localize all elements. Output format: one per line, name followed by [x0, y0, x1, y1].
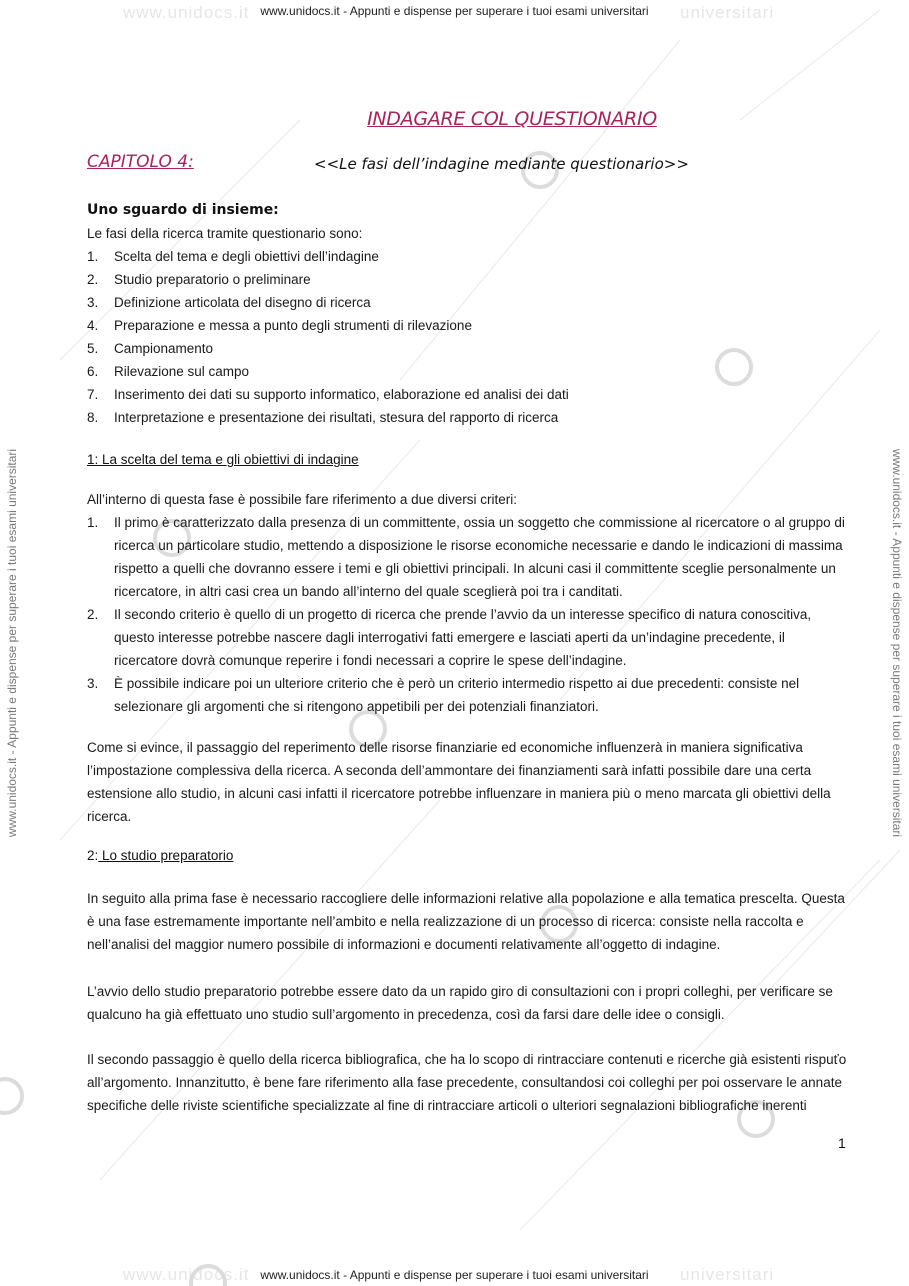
- watermark-banner-bottom: www.unidocs.it - Appunti e dispense per superare i tuoi esami universitari: [260, 1268, 649, 1282]
- page-number: 1: [838, 1135, 846, 1151]
- list-item: [87, 314, 847, 337]
- list-number: 1.: [87, 515, 99, 530]
- list-text: Il primo è caratterizzato dalla presenza di un committente, ossia un soggetto che commissione al ricercatore o al gruppo di ricerca un particolare studio, mettendo a disposizione le risorse economiche necessarie e dando le indicazioni di massima rispetto a quelli che dovranno essere i temi e gli obiettivi principali. In alcuni casi il committente sceglie personalmente un ricercatore, in altri casi crea un bando all’interno del quale sceglierà poi tra i canditati.: [114, 515, 845, 599]
- list-item: [87, 245, 847, 268]
- list-item: [87, 511, 847, 603]
- list-text: Studio preparatorio o preliminare: [114, 272, 311, 287]
- overview-intro: Le fasi della ricerca tramite questionario sono:: [87, 226, 363, 241]
- list-text: Rilevazione sul campo: [114, 364, 250, 379]
- section-2-heading-text: Lo studio preparatorio: [98, 848, 234, 863]
- section-2-paragraph-2: L’avvio dello studio preparatorio potrebbe essere dato da un rapido giro di consultazioni con i propri colleghi, per verificare se qualcuno ha già effettuato uno studio sull’argomento in precedenza, così da farsi dare delle idee o consigli.: [87, 984, 833, 1022]
- list-number: 7.: [87, 387, 99, 402]
- list-number: 1.: [87, 249, 99, 264]
- list-item: [87, 406, 847, 429]
- list-text: Inserimento dei dati su supporto informatico, elaborazione ed analisi dei dati: [114, 387, 569, 402]
- watermark-ghost-top-right: universitari: [680, 3, 775, 22]
- watermark-ghost-top-left: www.unidocs.it: [123, 3, 250, 22]
- list-item: [87, 268, 847, 291]
- list-text: Interpretazione e presentazione dei risultati, stesura del rapporto di ricerca: [114, 410, 559, 425]
- section-2-heading: [87, 844, 233, 867]
- watermark-side-left: www.unidocs.it - Appunti e dispense per superare i tuoi esami universitari: [5, 448, 19, 838]
- list-text: Il secondo criterio è quello di un progetto di ricerca che prende l’avvio da un interesse specifico di natura conoscitiva, questo interesse potrebbe nascere dagli interrogativi fatti emergere e lasciati aperti da un’indagine precedente, il ricercatore dovrà comunque reperire i fondi necessari a coprire le spese dell’indagine.: [114, 607, 812, 668]
- list-number: 3.: [87, 295, 99, 310]
- chapter-label: CAPITOLO 4:: [87, 152, 194, 172]
- list-item: [87, 360, 847, 383]
- list-number: 5.: [87, 341, 99, 356]
- watermark-banner-top: www.unidocs.it - Appunti e dispense per superare i tuoi esami universitari: [260, 4, 649, 18]
- list-text: Definizione articolata del disegno di ricerca: [114, 295, 371, 310]
- chapter-heading: [87, 151, 847, 177]
- phases-list: [87, 245, 847, 429]
- section-1-closing: Come si evince, il passaggio del reperimento delle risorse finanziarie ed economiche influenzerà in maniera significativa l’impostazione complessiva della ricerca. A seconda dell’ammontare dei finanziamenti sarà infatti possibile dare una certa estensione allo studio, in alcuni casi infatti il ricercatore potrebbe influenzare in maniera più o meno marcata gli obiettivi della ricerca.: [87, 740, 831, 824]
- list-number: 2.: [87, 272, 99, 287]
- section-2-paragraph-3: Il secondo passaggio è quello della ricerca bibliografica, che ha lo scopo di rintracciare contenuti e ricerche già esistenti rispuťo all’argomento. Innanzitutto, è bene fare riferimento alla fase precedente, consultandosi coi colleghi per poi osservare le annate specifiche delle riviste scientifiche specializzate al fine di rintracciare articoli o ulteriori segnalazioni bibliografiche inerenti: [87, 1052, 847, 1113]
- criteria-list: [87, 511, 847, 718]
- section-2-paragraph-1: In seguito alla prima fase è necessario raccogliere delle informazioni relative alla popolazione e alla tematica prescelta. Questa è una fase estremamente importante nell’ambito e nella realizzazione di un processo di ricerca: consiste nella raccolta e nell’analisi del maggior numero possibile di informazioni e documenti relativamente all’oggetto di indagine.: [87, 891, 845, 952]
- list-number: 8.: [87, 410, 99, 425]
- section-1-intro: All’interno di questa fase è possibile fare riferimento a due diversi criteri:: [87, 492, 517, 507]
- document-title: INDAGARE COL QUESTIONARIO: [367, 108, 657, 130]
- list-number: 4.: [87, 318, 99, 333]
- list-text: Scelta del tema e degli obiettivi dell’indagine: [114, 249, 379, 264]
- list-item: [87, 672, 847, 718]
- list-item: [87, 603, 847, 672]
- list-number: 6.: [87, 364, 99, 379]
- section-2-heading-number: 2:: [87, 848, 99, 863]
- overview-heading: Uno sguardo di insieme:: [87, 202, 279, 218]
- watermark-ghost-bottom-right: universitari: [680, 1265, 775, 1284]
- list-text: Campionamento: [114, 341, 214, 356]
- section-1-heading: 1: La scelta del tema e gli obiettivi di indagine: [87, 452, 359, 467]
- list-item: [87, 291, 847, 314]
- watermark-ghost-bottom-left: www.unidocs.it: [123, 1265, 250, 1284]
- list-item: [87, 383, 847, 406]
- list-text: È possibile indicare poi un ulteriore criterio che è però un criterio intermedio rispetto ai due precedenti: consiste nel selezionare gli argomenti che si ritengono appetibili per dei potenziali finanziatori.: [114, 676, 800, 714]
- list-text: Preparazione e messa a punto degli strumenti di rilevazione: [114, 318, 472, 333]
- list-number: 3.: [87, 676, 99, 691]
- chapter-title: <<Le fasi dell’indagine mediante questionario>>: [314, 155, 689, 173]
- list-number: 2.: [87, 607, 99, 622]
- watermark-side-right: www.unidocs.it - Appunti e dispense per superare i tuoi esami universitari: [890, 448, 904, 838]
- list-item: [87, 337, 847, 360]
